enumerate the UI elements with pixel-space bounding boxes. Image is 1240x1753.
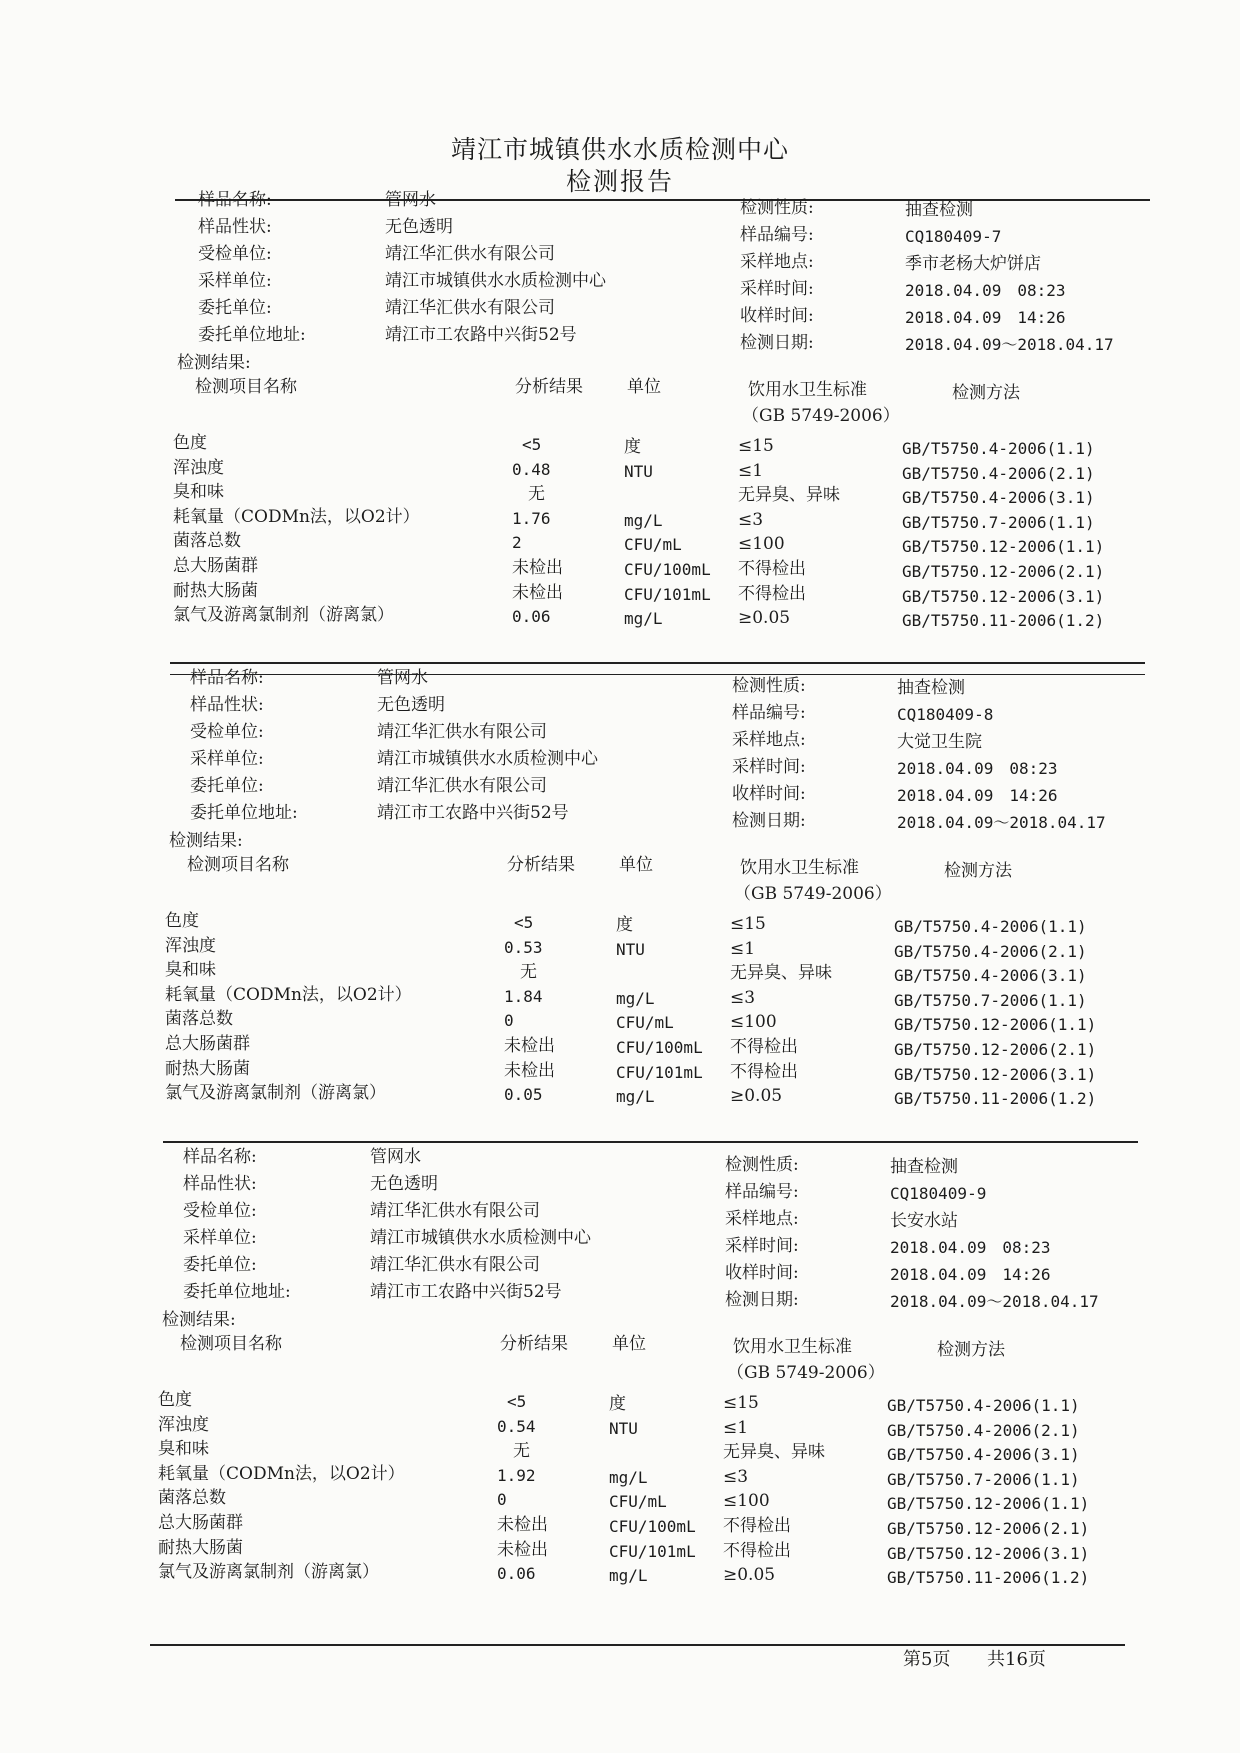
row-unit: CFU/101mL [624,584,711,604]
row-method: GB/T5750.7-2006(1.1) [894,990,1087,1010]
info-label-client-unit: 委托单位: [183,1255,257,1275]
row-standard: ≤1 [723,1417,749,1438]
row-item: 臭和味 [165,960,216,981]
info-value-inspected-unit: 靖江华汇供水有限公司 [370,1201,540,1221]
row-method: GB/T5750.12-2006(3.1) [894,1064,1097,1084]
row-result: 0.54 [497,1416,536,1436]
row-method: GB/T5750.4-2006(3.1) [902,488,1095,508]
info-value-sampling-site: 大觉卫生院 [897,732,982,752]
row-item: 耗氧量（CODMn法，以O2计） [165,984,412,1005]
row-result: 1.84 [504,986,543,1006]
info-value-sampling-unit: 靖江市城镇供水水质检测中心 [370,1228,591,1248]
row-item: 菌落总数 [173,531,241,552]
info-label-sample-no: 样品编号: [740,225,814,245]
info-value-client-address: 靖江市工农路中兴街52号 [377,803,569,823]
info-label-sampling-time: 采样时间: [725,1236,799,1256]
row-item: 臭和味 [158,1439,209,1460]
row-unit: 度 [624,437,641,457]
report-title: 检测报告 [565,167,674,196]
row-standard: 不得检出 [723,1540,791,1561]
row-method: GB/T5750.7-2006(1.1) [887,1469,1080,1489]
row-method: GB/T5750.11-2006(1.2) [887,1568,1090,1588]
row-unit: CFU/101mL [616,1062,703,1082]
row-method: GB/T5750.12-2006(1.1) [902,537,1105,557]
row-standard: ≤1 [730,938,756,959]
col-header-result: 分析结果 [507,855,575,875]
row-standard: ≤15 [730,914,766,934]
row-method: GB/T5750.12-2006(2.1) [894,1040,1097,1059]
row-unit: mg/L [624,609,663,629]
info-label-sampling-site: 采样地点: [725,1209,799,1229]
info-value-sample-name: 管网水 [370,1147,421,1167]
info-label-received-time: 收样时间: [725,1263,799,1283]
info-value-sample-no: CQ180409-7 [905,227,1002,246]
row-method: GB/T5750.12-2006(1.1) [887,1494,1090,1514]
col-header-unit: 单位 [612,1334,646,1354]
info-label-sample-state: 样品性状: [198,217,272,237]
row-result: 无 [520,962,537,983]
row-result: 无 [513,1441,530,1462]
row-result: 1.76 [512,508,551,528]
row-unit: CFU/mL [609,1492,667,1512]
info-value-sampling-unit: 靖江市城镇供水水质检测中心 [385,271,606,291]
info-label-sampling-unit: 采样单位: [183,1228,257,1248]
info-label-test-date: 检测日期: [740,333,814,353]
row-item: 浑浊度 [165,935,216,956]
info-label-inspected-unit: 受检单位: [183,1201,257,1221]
info-value-test-type: 抽查检测 [897,678,965,698]
col-header-standard-ref: （GB 5749-2006） [742,406,900,426]
results-heading: 检测结果: [169,831,243,851]
info-label-inspected-unit: 受检单位: [198,244,272,264]
row-item: 菌落总数 [165,1009,233,1030]
row-result: 未检出 [504,1036,555,1056]
info-value-sampling-site: 季市老杨大炉饼店 [905,254,1041,274]
row-item: 臭和味 [173,482,224,503]
col-header-method: 检测方法 [937,1340,1005,1360]
info-value-sample-state: 无色透明 [370,1174,438,1194]
col-header-unit: 单位 [619,855,653,875]
row-item: 氯气及游离氯制剂（游离氯） [165,1083,386,1104]
row-result: 0.06 [512,607,551,627]
info-value-test-date: 2018.04.09～2018.04.17 [890,1292,1099,1311]
row-item: 总大肠菌群 [173,556,258,576]
info-label-test-type: 检测性质: [732,676,806,696]
info-value-received-time: 2018.04.09 14:26 [905,308,1066,327]
row-result: 无 [528,484,545,505]
info-label-received-time: 收样时间: [732,784,806,804]
row-unit: mg/L [616,1087,655,1107]
row-unit: CFU/mL [624,535,682,555]
row-standard: 无异臭、异味 [738,485,840,506]
info-value-inspected-unit: 靖江华汇供水有限公司 [385,244,555,264]
row-standard: ≤1 [738,460,764,481]
report-org-title: 靖江市城镇供水水质检测中心 [450,135,789,164]
col-header-standard-ref: （GB 5749-2006） [734,884,892,904]
row-item: 浑浊度 [158,1414,209,1435]
section-rule [170,674,1145,675]
row-result: 2 [512,533,522,553]
info-label-sampling-site: 采样地点: [732,730,806,750]
header-rule [175,199,1150,201]
row-standard: ≤15 [723,1393,759,1413]
row-standard: ≤100 [723,1491,770,1512]
row-item: 耐热大肠菌 [158,1537,243,1558]
info-label-sampling-unit: 采样单位: [198,271,272,291]
row-method: GB/T5750.12-2006(2.1) [887,1519,1090,1538]
row-unit: CFU/100mL [609,1517,696,1536]
results-heading: 检测结果: [162,1310,236,1330]
row-result: 0 [497,1490,507,1510]
info-value-client-unit: 靖江华汇供水有限公司 [370,1255,540,1275]
info-value-received-time: 2018.04.09 14:26 [897,786,1058,805]
row-method: GB/T5750.4-2006(2.1) [894,941,1087,961]
row-unit: mg/L [609,1467,648,1487]
info-value-sample-state: 无色透明 [385,217,453,237]
row-standard: ≤3 [723,1466,749,1487]
row-unit: CFU/101mL [609,1541,696,1561]
row-method: GB/T5750.4-2006(1.1) [887,1396,1080,1415]
info-value-test-type: 抽查检测 [890,1157,958,1177]
col-header-standard-ref: （GB 5749-2006） [727,1363,885,1383]
info-value-client-address: 靖江市工农路中兴街52号 [370,1282,562,1302]
results-heading: 检测结果: [177,353,251,373]
row-method: GB/T5750.12-2006(2.1) [902,562,1105,581]
row-method: GB/T5750.11-2006(1.2) [902,611,1105,631]
row-standard: 无异臭、异味 [730,963,832,984]
row-result: 未检出 [497,1515,548,1535]
row-standard: ≤3 [738,509,764,530]
page-total: 共16页 [987,1649,1046,1670]
row-item: 色度 [165,911,199,931]
row-standard: 不得检出 [723,1516,791,1536]
row-result: <5 [514,913,534,932]
row-standard: 不得检出 [738,583,806,604]
info-label-sampling-time: 采样时间: [740,279,814,299]
row-unit: CFU/mL [616,1013,674,1033]
row-method: GB/T5750.7-2006(1.1) [902,512,1095,532]
info-label-sampling-site: 采样地点: [740,252,814,272]
info-value-sampling-unit: 靖江市城镇供水水质检测中心 [377,749,598,769]
row-result: 1.92 [497,1465,536,1485]
info-label-client-unit: 委托单位: [190,776,264,796]
row-standard: 不得检出 [730,1061,798,1082]
info-label-sample-no: 样品编号: [732,703,806,723]
info-label-client-address: 委托单位地址: [183,1282,291,1302]
info-label-client-address: 委托单位地址: [198,325,306,345]
row-unit: NTU [616,939,645,959]
row-item: 耗氧量（CODMn法，以O2计） [173,506,420,527]
row-standard: ≤3 [730,987,756,1008]
col-header-item: 检测项目名称 [187,855,289,875]
row-result: 未检出 [512,558,563,578]
info-value-sample-no: CQ180409-9 [890,1184,987,1203]
row-method: GB/T5750.12-2006(3.1) [887,1543,1090,1563]
row-unit: NTU [609,1418,638,1438]
info-label-client-address: 委托单位地址: [190,803,298,823]
info-label-test-date: 检测日期: [732,811,806,831]
row-unit: mg/L [616,988,655,1008]
row-result: 0.48 [512,459,551,479]
col-header-unit: 单位 [627,377,661,397]
row-unit: 度 [609,1394,626,1414]
info-value-client-unit: 靖江华汇供水有限公司 [377,776,547,796]
info-label-sampling-time: 采样时间: [732,757,806,777]
row-method: GB/T5750.11-2006(1.2) [894,1089,1097,1109]
row-item: 总大肠菌群 [165,1034,250,1054]
row-standard: ≤15 [738,436,774,456]
info-value-sampling-time: 2018.04.09 08:23 [905,281,1066,300]
col-header-standard: 饮用水卫生标准 [733,1337,852,1357]
row-standard: ≤100 [730,1012,777,1033]
row-item: 耐热大肠菌 [173,580,258,601]
info-value-sample-name: 管网水 [377,668,428,688]
row-unit: mg/L [609,1566,648,1586]
row-result: 0.53 [504,937,543,957]
row-result: 0.06 [497,1564,536,1584]
row-standard: ≥0.05 [738,608,791,629]
info-label-test-type: 检测性质: [740,198,814,218]
row-item: 耗氧量（CODMn法，以O2计） [158,1463,405,1484]
row-method: GB/T5750.4-2006(3.1) [887,1445,1080,1465]
row-result: 未检出 [504,1060,555,1081]
info-label-client-unit: 委托单位: [198,298,272,318]
row-item: 氯气及游离氯制剂（游离氯） [158,1562,379,1583]
col-header-standard: 饮用水卫生标准 [748,380,867,400]
info-value-test-date: 2018.04.09～2018.04.17 [897,813,1106,832]
row-standard: 不得检出 [730,1037,798,1057]
row-result: 0.05 [504,1085,543,1105]
col-header-item: 检测项目名称 [180,1334,282,1354]
row-method: GB/T5750.12-2006(1.1) [894,1015,1097,1035]
row-method: GB/T5750.4-2006(3.1) [894,966,1087,986]
col-header-item: 检测项目名称 [195,377,297,397]
row-standard: ≤100 [738,534,785,555]
row-item: 总大肠菌群 [158,1513,243,1533]
col-header-result: 分析结果 [500,1334,568,1354]
col-header-standard: 饮用水卫生标准 [740,858,859,878]
row-method: GB/T5750.4-2006(1.1) [894,917,1087,936]
row-standard: 不得检出 [738,559,806,579]
page-number: 第5页 [903,1649,951,1670]
info-label-sample-name: 样品名称: [190,668,264,688]
info-label-test-date: 检测日期: [725,1290,799,1310]
row-item: 色度 [173,433,207,453]
info-label-sample-state: 样品性状: [183,1174,257,1194]
row-unit: 度 [616,915,633,935]
info-value-sampling-time: 2018.04.09 08:23 [897,759,1058,778]
info-value-received-time: 2018.04.09 14:26 [890,1265,1051,1284]
row-result: <5 [507,1392,527,1411]
section-rule [170,662,1145,664]
row-result: 未检出 [512,582,563,603]
info-label-sample-no: 样品编号: [725,1182,799,1202]
section-rule [163,1141,1138,1143]
row-item: 菌落总数 [158,1488,226,1509]
info-value-client-unit: 靖江华汇供水有限公司 [385,298,555,318]
row-unit: CFU/100mL [624,560,711,579]
row-unit: NTU [624,461,653,481]
info-value-client-address: 靖江市工农路中兴街52号 [385,325,577,345]
row-result: 0 [504,1011,514,1031]
row-standard: ≥0.05 [723,1565,776,1586]
col-header-method: 检测方法 [944,861,1012,881]
info-value-test-date: 2018.04.09～2018.04.17 [905,335,1114,354]
row-method: GB/T5750.4-2006(2.1) [902,463,1095,483]
row-item: 氯气及游离氯制剂（游离氯） [173,605,394,626]
info-label-sample-name: 样品名称: [198,190,272,210]
info-value-inspected-unit: 靖江华汇供水有限公司 [377,722,547,742]
info-value-sampling-site: 长安水站 [890,1211,958,1231]
col-header-method: 检测方法 [952,383,1020,403]
info-label-sample-name: 样品名称: [183,1147,257,1167]
row-standard: ≥0.05 [730,1086,783,1107]
info-label-sampling-unit: 采样单位: [190,749,264,769]
row-method: GB/T5750.4-2006(1.1) [902,439,1095,458]
row-item: 色度 [158,1390,192,1410]
info-value-test-type: 抽查检测 [905,200,973,220]
info-label-received-time: 收样时间: [740,306,814,326]
info-label-sample-state: 样品性状: [190,695,264,715]
col-header-result: 分析结果 [515,377,583,397]
info-value-sample-state: 无色透明 [377,695,445,715]
info-label-test-type: 检测性质: [725,1155,799,1175]
row-item: 浑浊度 [173,457,224,478]
info-value-sample-name: 管网水 [385,190,436,210]
info-value-sample-no: CQ180409-8 [897,705,994,724]
row-result: <5 [522,435,542,454]
row-standard: 无异臭、异味 [723,1442,825,1463]
info-label-inspected-unit: 受检单位: [190,722,264,742]
bottom-rule [150,1644,1125,1646]
row-unit: mg/L [624,510,663,530]
row-result: 未检出 [497,1539,548,1560]
row-unit: CFU/100mL [616,1038,703,1057]
row-method: GB/T5750.12-2006(3.1) [902,586,1105,606]
row-item: 耐热大肠菌 [165,1058,250,1079]
info-value-sampling-time: 2018.04.09 08:23 [890,1238,1051,1257]
row-method: GB/T5750.4-2006(2.1) [887,1420,1080,1440]
